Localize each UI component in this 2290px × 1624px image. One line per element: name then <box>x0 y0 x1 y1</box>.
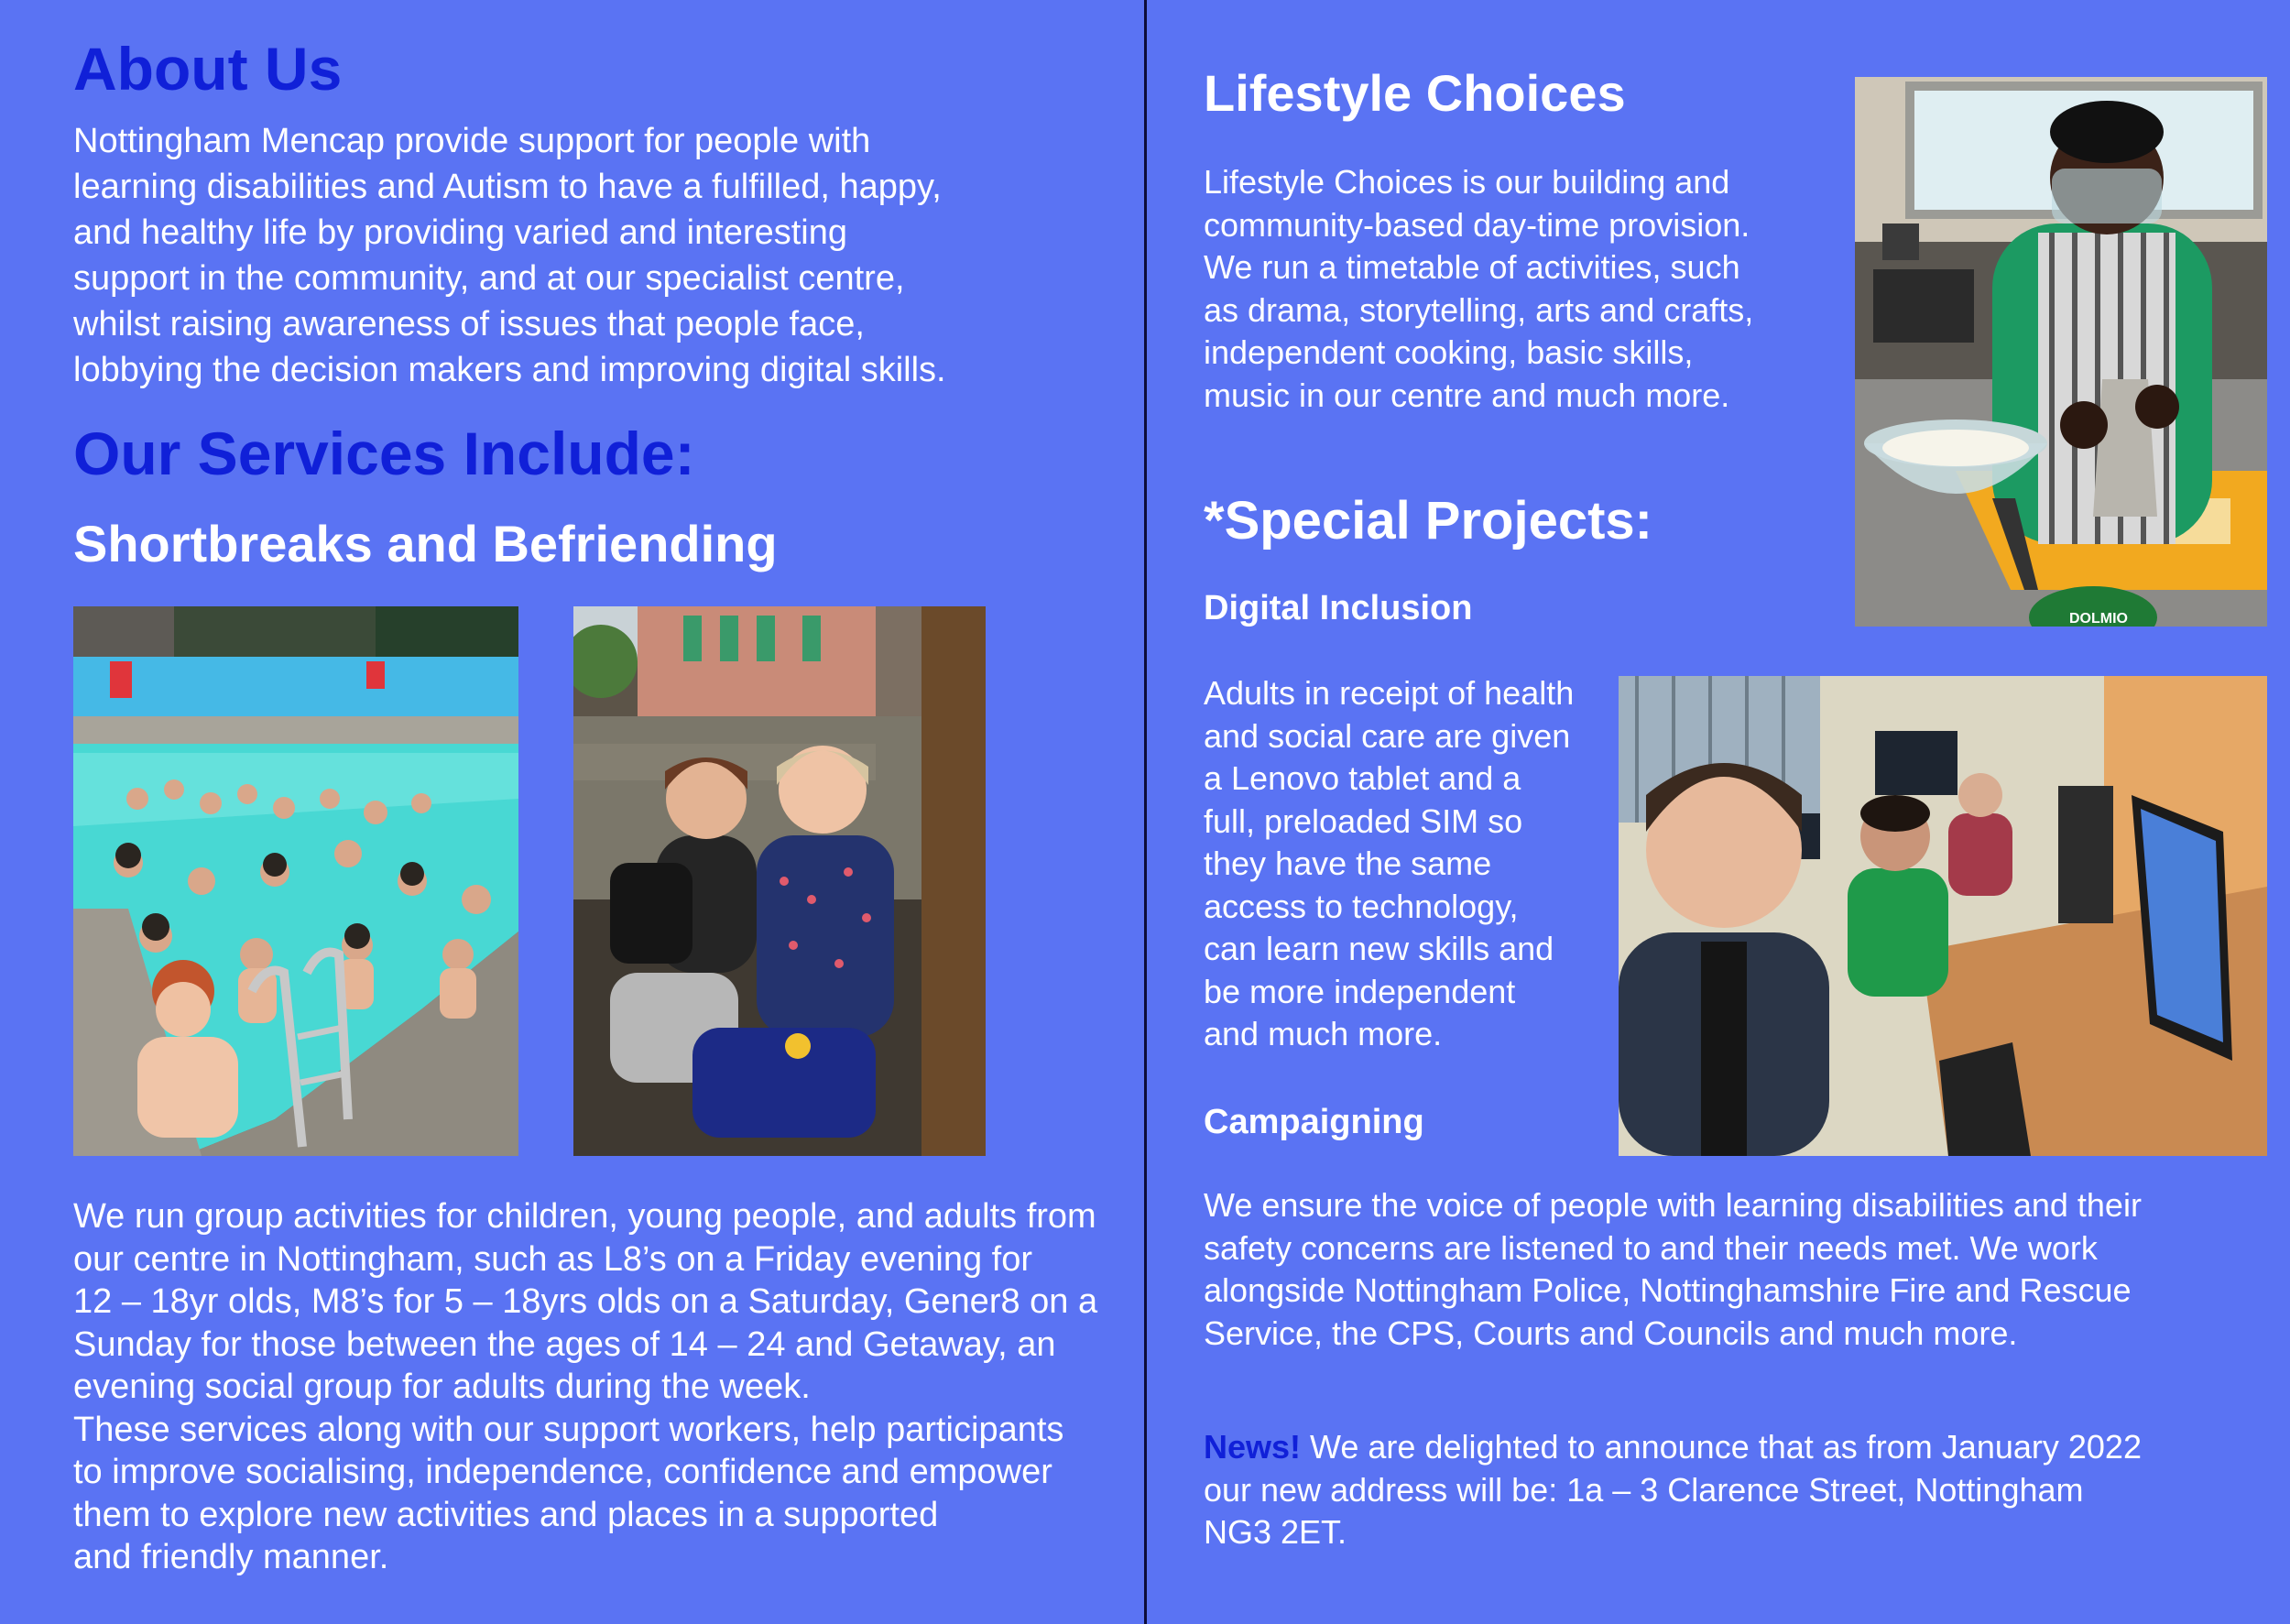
campaigning-heading: Campaigning <box>1204 1103 1424 1141</box>
lifestyle-heading: Lifestyle Choices <box>1204 64 1626 122</box>
about-line: support in the community, and at our specialist centre, <box>73 259 905 298</box>
services-line: and friendly manner. <box>73 1538 389 1576</box>
services-line: These services along with our support workers, help participants <box>73 1410 1064 1449</box>
campaigning-line: safety concerns are listened to and their needs met. We work <box>1204 1228 2098 1267</box>
services-paragraph <box>73 1195 1136 1579</box>
digital-paragraph <box>1204 672 1607 1056</box>
services-line: evening social group for adults during the week. <box>73 1368 811 1406</box>
lifestyle-line: as drama, storytelling, arts and crafts, <box>1204 290 1754 329</box>
shortbreaks-heading: Shortbreaks and Befriending <box>73 515 778 572</box>
digital-line: can learn new skills and <box>1204 930 1554 967</box>
campaigning-line: alongside Nottingham Police, Nottinghamshire Fire and Rescue <box>1204 1271 2132 1309</box>
digital-line: be more independent <box>1204 972 1516 1010</box>
about-line: learning disabilities and Autism to have a fulfilled, happy, <box>73 168 942 206</box>
cooking-photo <box>1855 77 2267 627</box>
news-line-1: We are delighted to announce that as from January 2022 <box>1301 1428 2142 1466</box>
digital-line: access to technology, <box>1204 887 1519 925</box>
services-heading: Our Services Include: <box>73 420 695 487</box>
special-projects-heading: *Special Projects: <box>1204 491 1652 550</box>
lifestyle-line: community-based day-time provision. <box>1204 205 1750 244</box>
services-line: Sunday for those between the ages of 14 – 24 and Getaway, an <box>73 1324 1056 1364</box>
about-line: and healthy life by providing varied and interesting <box>73 213 847 252</box>
lifestyle-paragraph <box>1204 161 1827 417</box>
digital-line: a Lenovo tablet and a <box>1204 759 1521 797</box>
services-line: to improve socialising, independence, confidence and empower <box>73 1453 1052 1491</box>
digital-line: and much more. <box>1204 1015 1443 1052</box>
services-line: We run group activities for children, young people, and adults from <box>73 1197 1096 1236</box>
computer-photo-illustration <box>1619 676 2267 1156</box>
computer-photo <box>1619 676 2267 1156</box>
campaigning-line: Service, the CPS, Courts and Councils and much more. <box>1204 1313 2018 1352</box>
digital-inclusion-heading: Digital Inclusion <box>1204 589 1473 627</box>
lifestyle-line: Lifestyle Choices is our building and <box>1204 163 1730 201</box>
news-line-3: NG3 2ET. <box>1204 1513 1347 1551</box>
campaigning-paragraph <box>1204 1184 2266 1355</box>
news-line-2: our new address will be: 1a – 3 Clarence Street, Nottingham <box>1204 1470 2084 1509</box>
about-heading: About Us <box>73 35 343 103</box>
news-paragraph <box>1204 1426 2266 1554</box>
services-line: 12 – 18yr olds, M8’s for 5 – 18yrs olds on a Saturday, Gener8 on a <box>73 1282 1098 1321</box>
about-line: lobbying the decision makers and improving digital skills. <box>73 351 946 389</box>
lifestyle-line: independent cooking, basic skills, <box>1204 333 1694 371</box>
about-line: Nottingham Mencap provide support for people with <box>73 122 871 160</box>
news-label: News! <box>1204 1428 1302 1466</box>
bowl-brand-label: DOLMIO <box>2069 611 2128 627</box>
digital-line: Adults in receipt of health <box>1204 674 1575 712</box>
digital-line: they have the same <box>1204 845 1492 882</box>
about-line: whilst raising awareness of issues that people face, <box>73 305 865 343</box>
about-paragraph <box>73 118 1118 393</box>
pool-photo <box>73 606 518 1156</box>
pool-photo-illustration <box>73 606 518 1156</box>
campaigning-line: We ensure the voice of people with learning disabilities and their <box>1204 1186 2142 1224</box>
services-line: our centre in Nottingham, such as L8’s on a Friday evening for <box>73 1239 1032 1279</box>
right-page <box>1145 0 2290 1624</box>
canal-photo <box>573 606 986 1156</box>
cooking-photo-illustration <box>1855 77 2267 627</box>
news-line <box>1204 1426 2266 1469</box>
canal-photo-illustration <box>573 606 986 1156</box>
services-line: them to explore new activities and places in a supported <box>73 1495 939 1534</box>
digital-line: and social care are given <box>1204 716 1571 755</box>
lifestyle-line: music in our centre and much more. <box>1204 376 1730 414</box>
lifestyle-line: We run a timetable of activities, such <box>1204 248 1740 286</box>
digital-line: full, preloaded SIM so <box>1204 801 1523 840</box>
